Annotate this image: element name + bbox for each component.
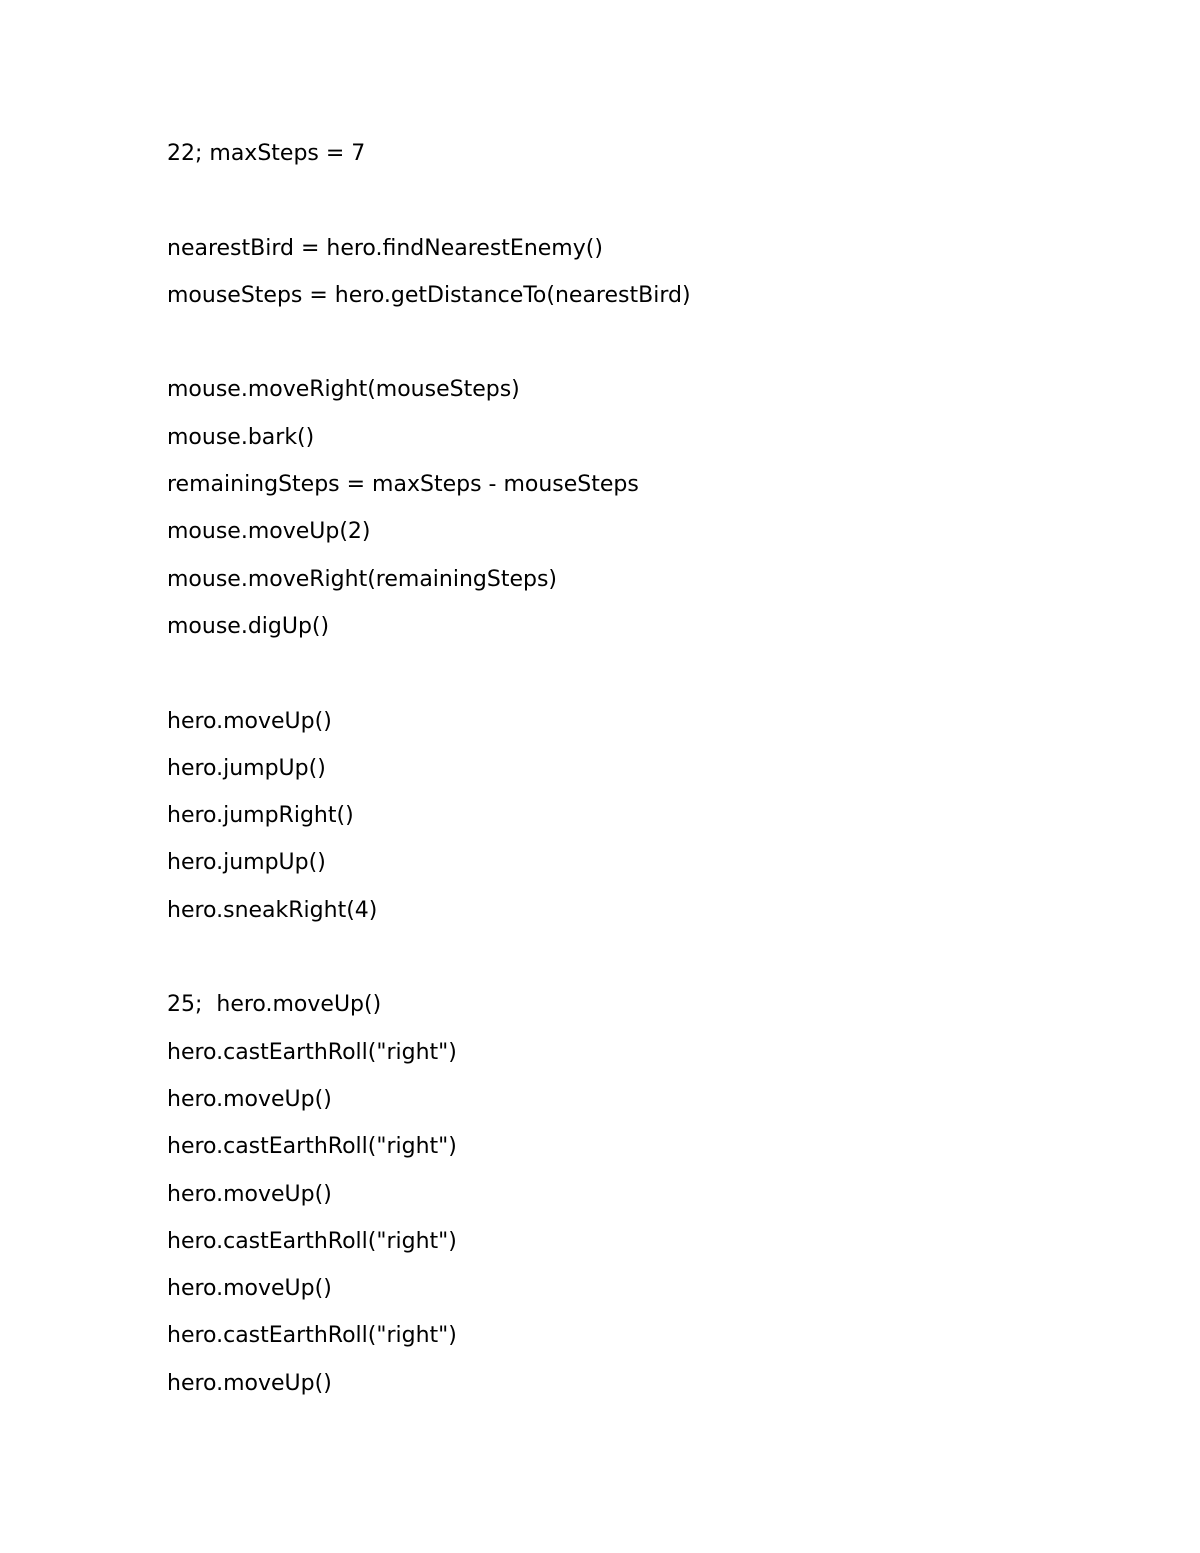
text-line: hero.castEarthRoll("right")	[167, 1228, 457, 1254]
text-line: hero.moveUp()	[167, 708, 332, 734]
text-line: mouseSteps = hero.getDistanceTo(nearestBird)	[167, 282, 691, 308]
text-line: mouse.moveRight(mouseSteps)	[167, 377, 520, 403]
text-line: hero.moveUp()	[167, 1086, 332, 1112]
text-line: 25; hero.moveUp()	[167, 992, 382, 1018]
text-line: hero.jumpRight()	[167, 803, 354, 829]
text-line: hero.jumpUp()	[167, 850, 326, 876]
text-line: hero.moveUp()	[167, 1276, 332, 1302]
text-line: mouse.moveRight(remainingSteps)	[167, 566, 558, 592]
blank-line	[167, 934, 1067, 981]
text-line: mouse.moveUp(2)	[167, 519, 371, 545]
text-line: remainingSteps = maxSteps - mouseSteps	[167, 472, 639, 498]
text-line: hero.castEarthRoll("right")	[167, 1134, 457, 1160]
text-line: hero.moveUp()	[167, 1370, 332, 1396]
text-line: mouse.digUp()	[167, 613, 330, 639]
text-line: mouse.bark()	[167, 424, 315, 450]
text-line: hero.moveUp()	[167, 1181, 332, 1207]
blank-line	[167, 319, 1067, 366]
text-line: 22; maxSteps = 7	[167, 141, 366, 166]
text-line: hero.sneakRight(4)	[167, 897, 378, 923]
text-line: nearestBird = hero.findNearestEnemy()	[167, 235, 603, 261]
text-line: hero.castEarthRoll("right")	[167, 1039, 457, 1065]
document-body	[167, 130, 1067, 1407]
blank-line	[167, 650, 1067, 697]
text-line: hero.jumpUp()	[167, 755, 326, 781]
blank-line	[167, 177, 1067, 224]
text-line: hero.castEarthRoll("right")	[167, 1323, 457, 1349]
